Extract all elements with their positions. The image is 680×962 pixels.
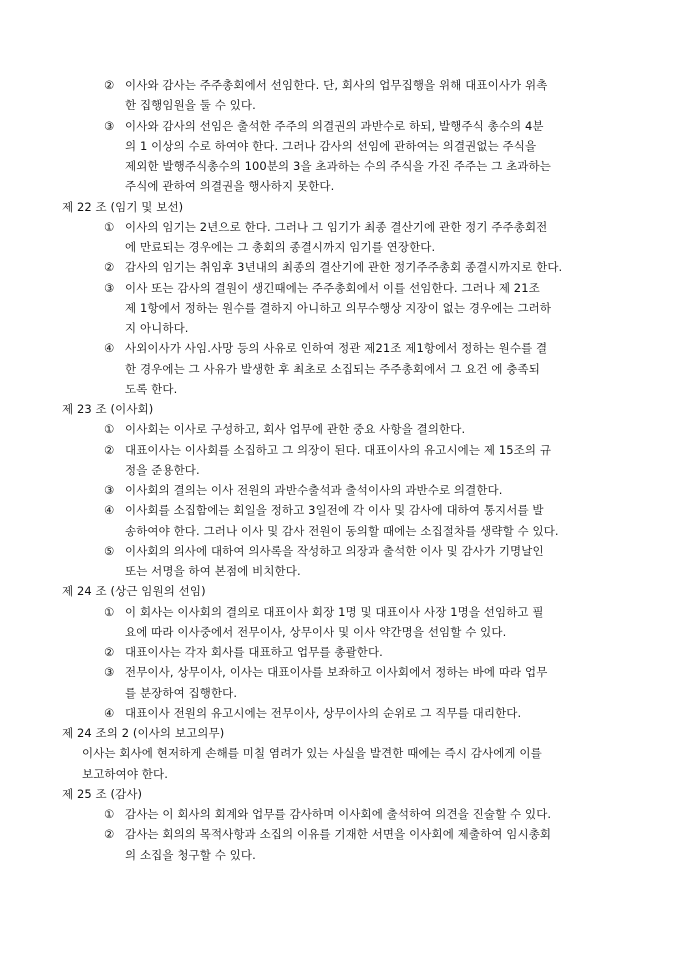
item-number: ② xyxy=(104,827,115,841)
item-text-line: 감사는 회의의 목적사항과 소집의 이유를 기재한 서면을 이사회에 제출하여 임시총회 xyxy=(125,827,552,841)
item-text-line: 대표이사는 각자 회사를 대표하고 업무를 총괄한다. xyxy=(125,645,383,659)
article-heading: 제 22 조 (임기 및 보선) xyxy=(62,200,184,214)
item-text-line: 사외이사가 사임.사망 등의 사유로 인하여 정관 제21조 제1항에서 정하는 원수를 결 xyxy=(125,341,548,355)
item-number: ① xyxy=(104,220,115,234)
item-text-line: 요에 따라 이사중에서 전무이사, 상무이사 및 이사 약간명을 선임할 수 있다. xyxy=(125,625,507,639)
item-text-line: 송하여야 한다. 그러나 이사 및 감사 전원이 동의할 때에는 소집절차를 생략할 수 있다. xyxy=(125,524,559,538)
item-text-line: 한 집행임원을 둘 수 있다. xyxy=(125,98,256,112)
item-text-line: 도록 한다. xyxy=(125,382,178,396)
item-text-line: 이사회의 의사에 대하여 의사록을 작성하고 의장과 출석한 이사 및 감사가 기명날인 xyxy=(125,544,544,558)
item-text-line: 이사 또는 감사의 결원이 생긴때에는 주주총회에서 이를 선임한다. 그러나 제 21조 xyxy=(125,281,540,295)
item-text-line: 제 1항에서 정하는 원수를 결하지 아니하고 의무수행상 지장이 없는 경우에는 그러하 xyxy=(125,301,552,315)
item-number: ④ xyxy=(104,341,115,355)
article-body-line: 보고하여야 한다. xyxy=(82,767,168,781)
article-body-line: 이사는 회사에 현저하게 손해를 미칠 염려가 있는 사실을 발견한 때에는 즉시 감사에게 이를 xyxy=(82,746,542,760)
item-text-line: 한 경우에는 그 사유가 발생한 후 최초로 소집되는 주주총회에서 그 요건 에 충족되 xyxy=(125,362,540,376)
item-text-line: 이사와 감사는 주주총회에서 선임한다. 단, 회사의 업무집행을 위해 대표이사가 위촉 xyxy=(125,78,548,92)
item-text-line: 이사회의 결의는 이사 전원의 과반수출석과 출석이사의 과반수로 의결한다. xyxy=(125,483,503,497)
item-text-line: 지 아니하다. xyxy=(125,321,189,335)
item-text-line: 감사는 이 회사의 회계와 업무를 감사하며 이사회에 출석하여 의견을 진술할 수 있다. xyxy=(125,807,552,821)
item-text-line: 정을 준용한다. xyxy=(125,463,200,477)
item-text-line: 의 소집을 청구할 수 있다. xyxy=(125,848,256,862)
item-number: ④ xyxy=(104,706,115,720)
item-number: ② xyxy=(104,443,115,457)
item-text-line: 이사와 감사의 선임은 출석한 주주의 의결권의 과반수로 하되, 발행주식 총수의 4분 xyxy=(125,119,544,133)
item-text-line: 이사회는 이사로 구성하고, 회사 업무에 관한 중요 사항을 결의한다. xyxy=(125,422,466,436)
article-heading: 제 23 조 (이사회) xyxy=(62,402,154,416)
item-number: ③ xyxy=(104,119,115,133)
article-heading: 제 24 조 (상근 임원의 선임) xyxy=(62,584,206,598)
item-text-line: 에 만료되는 경우에는 그 총회의 종결시까지 임기를 연장한다. xyxy=(125,240,436,254)
item-number: ⑤ xyxy=(104,544,115,558)
item-number: ④ xyxy=(104,503,115,517)
item-number: ② xyxy=(104,645,115,659)
item-number: ③ xyxy=(104,665,115,679)
item-text-line: 이사회를 소집함에는 회일을 정하고 3일전에 각 이사 및 감사에 대하여 통지서를 발 xyxy=(125,503,544,517)
item-text-line: 또는 서명을 하여 본점에 비치한다. xyxy=(125,564,301,578)
item-text-line: 이사의 임기는 2년으로 한다. 그러나 그 임기가 최종 결산기에 관한 정기 주주총회전 xyxy=(125,220,548,234)
item-number: ① xyxy=(104,605,115,619)
item-number: ② xyxy=(104,260,115,274)
item-text-line: 전무이사, 상무이사, 이사는 대표이사를 보좌하고 이사회에서 정하는 바에 따라 업무 xyxy=(125,665,548,679)
item-text-line: 제외한 발행주식총수의 100분의 3을 초과하는 수의 주식을 가진 주주는 그 초과하는 xyxy=(125,159,551,173)
article-heading: 제 25 조 (감사) xyxy=(62,787,143,801)
item-text-line: 대표이사 전원의 유고시에는 전무이사, 상무이사의 순위로 그 직무를 대리한다. xyxy=(125,706,522,720)
item-number: ③ xyxy=(104,483,115,497)
item-text-line: 를 분장하여 집행한다. xyxy=(125,686,238,700)
item-number: ② xyxy=(104,78,115,92)
item-text-line: 이 회사는 이사회의 결의로 대표이사 회장 1명 및 대표이사 사장 1명을 선임하고 필 xyxy=(125,605,544,619)
item-text-line: 의 1 이상의 수로 하여야 한다. 그러나 감사의 선임에 관하여는 의결권없는 주식을 xyxy=(125,139,537,153)
item-text-line: 대표이사는 이사회를 소집하고 그 의장이 된다. 대표이사의 유고시에는 제 15조의 규 xyxy=(125,443,552,457)
item-number: ① xyxy=(104,807,115,821)
item-number: ① xyxy=(104,422,115,436)
item-number: ③ xyxy=(104,281,115,295)
item-text-line: 감사의 임기는 취임후 3년내의 최종의 결산기에 관한 정기주주총회 종결시까지로 한다. xyxy=(125,260,563,274)
article-heading: 제 24 조의 2 (이사의 보고의무) xyxy=(62,726,225,740)
item-text-line: 주식에 관하여 의결권을 행사하지 못한다. xyxy=(125,179,335,193)
